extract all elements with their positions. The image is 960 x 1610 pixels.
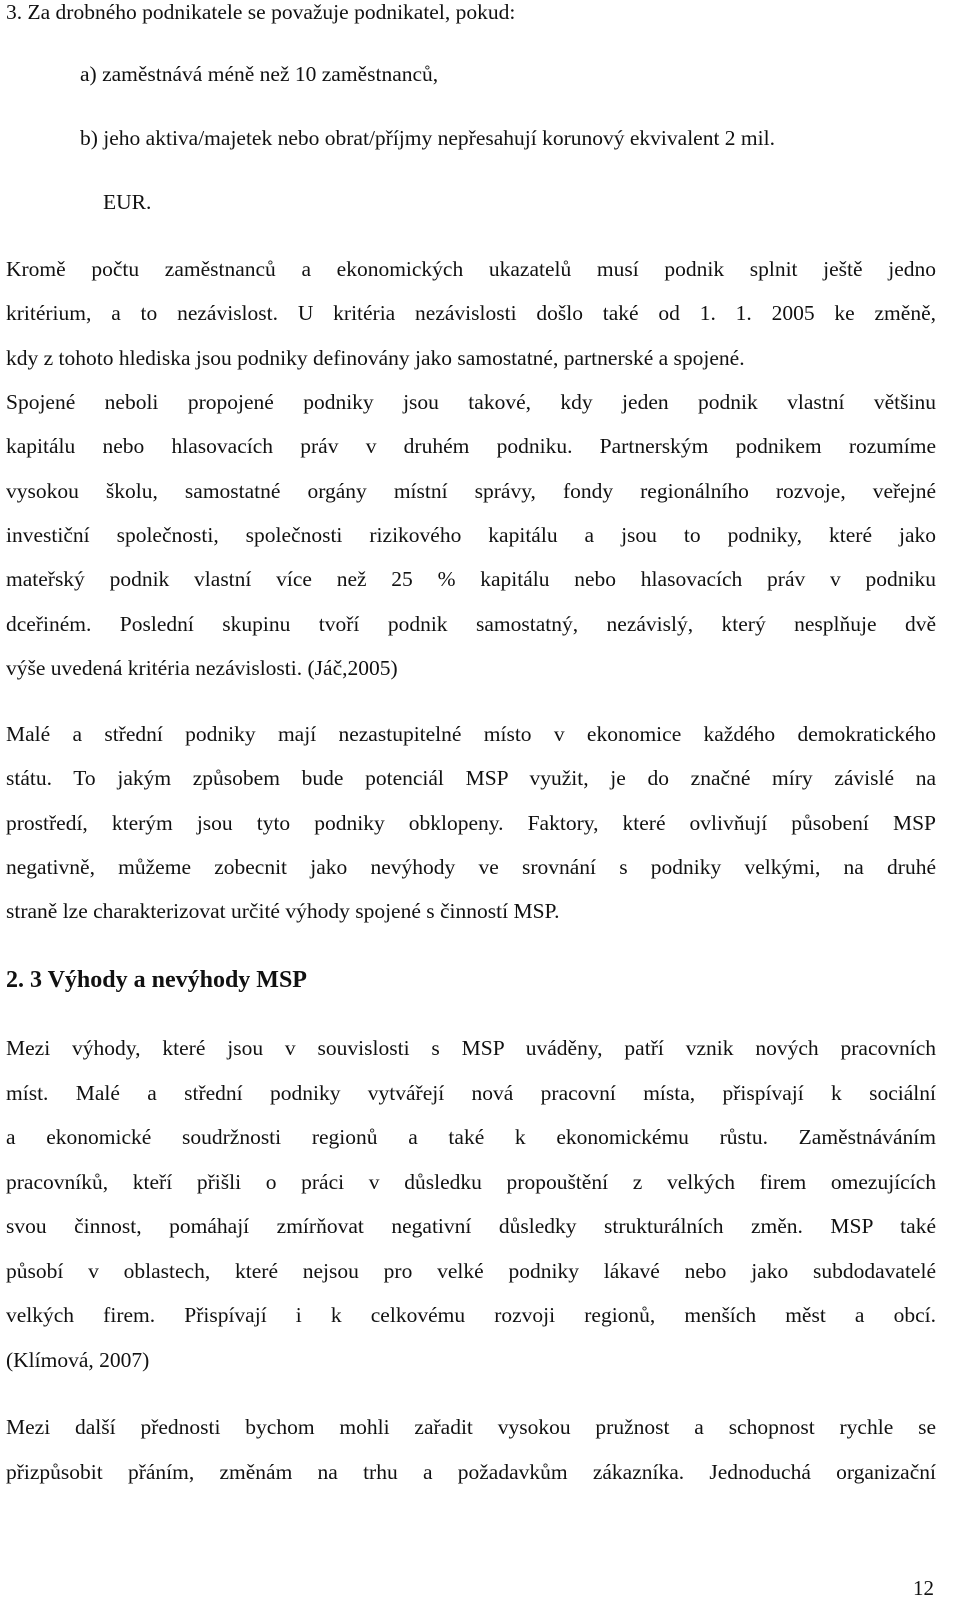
paragraph-line: svou činnost, pomáhají zmírňovat negativní důsledky strukturálních změn. MSP také [6,1214,936,1238]
paragraph-line: výše uvedená kritéria nezávislosti. (Jáč,2005) [6,656,398,680]
paragraph-line: prostředí, kterým jsou tyto podniky obklopeny. Faktory, které ovlivňují působení MSP [6,811,936,835]
paragraph-line: kritérium, a to nezávislost. U kritéria nezávislosti došlo také od 1. 1. 2005 ke změně, [6,301,936,325]
paragraph-line: Spojené neboli propojené podniky jsou takové, kdy jeden podnik vlastní většinu [6,390,936,414]
paragraph-line: dceřiném. Poslední skupinu tvoří podnik samostatný, nezávislý, který nesplňuje dvě [6,612,936,636]
paragraph-line: investiční společnosti, společnosti rizikového kapitálu a jsou to podniky, které jako [6,523,936,547]
paragraph-line: státu. To jakým způsobem bude potenciál MSP využit, je do značné míry závislé na [6,766,936,790]
paragraph-line: přizpůsobit přáním, změnám na trhu a požadavkům zákazníka. Jednoduchá organizační [6,1460,936,1484]
paragraph-line: Mezi výhody, které jsou v souvislosti s MSP uváděny, patří vznik nových pracovních [6,1036,936,1060]
paragraph-line: mateřský podnik vlastní více než 25 % kapitálu nebo hlasovacích práv v podniku [6,567,936,591]
list-item-b: b) jeho aktiva/majetek nebo obrat/příjmy nepřesahují korunový ekvivalent 2 mil. [80,126,775,150]
list-item-b-continuation: EUR. [103,190,152,214]
paragraph-line: kdy z tohoto hlediska jsou podniky definovány jako samostatné, partnerské a spojené. [6,346,745,370]
paragraph-line: vysokou školu, samostatné orgány místní správy, fondy regionálního rozvoje, veřejné [6,479,936,503]
paragraph-line: míst. Malé a střední podniky vytvářejí nová pracovní místa, přispívají k sociální [6,1081,936,1105]
paragraph-line: velkých firem. Přispívají i k celkovému rozvoji regionů, menších měst a obcí. [6,1303,936,1327]
page-number: 12 [913,1576,934,1600]
paragraph-line: působí v oblastech, které nejsou pro velké podniky lákavé nebo jako subdodavatelé [6,1259,936,1283]
list-intro: 3. Za drobného podnikatele se považuje podnikatel, pokud: [6,0,516,24]
paragraph-line: straně lze charakterizovat určité výhody spojené s činností MSP. [6,899,560,923]
paragraph-line: Mezi další přednosti bychom mohli zařadit vysokou pružnost a schopnost rychle se [6,1415,936,1439]
paragraph-line: (Klímová, 2007) [6,1348,150,1372]
list-item-a: a) zaměstnává méně než 10 zaměstnanců, [80,62,439,86]
paragraph-line: kapitálu nebo hlasovacích práv v druhém podniku. Partnerským podnikem rozumíme [6,434,936,458]
paragraph-line: negativně, můžeme zobecnit jako nevýhody ve srovnání s podniky velkými, na druhé [6,855,936,879]
paragraph-line: Kromě počtu zaměstnanců a ekonomických ukazatelů musí podnik splnit ještě jedno [6,257,936,281]
paragraph-line: pracovníků, kteří přišli o práci v důsledku propouštění z velkých firem omezujících [6,1170,936,1194]
section-heading: 2. 3 Výhody a nevýhody MSP [6,967,307,993]
paragraph-line: a ekonomické soudržnosti regionů a také k ekonomickému růstu. Zaměstnáváním [6,1125,936,1149]
paragraph-line: Malé a střední podniky mají nezastupitelné místo v ekonomice každého demokratického [6,722,936,746]
